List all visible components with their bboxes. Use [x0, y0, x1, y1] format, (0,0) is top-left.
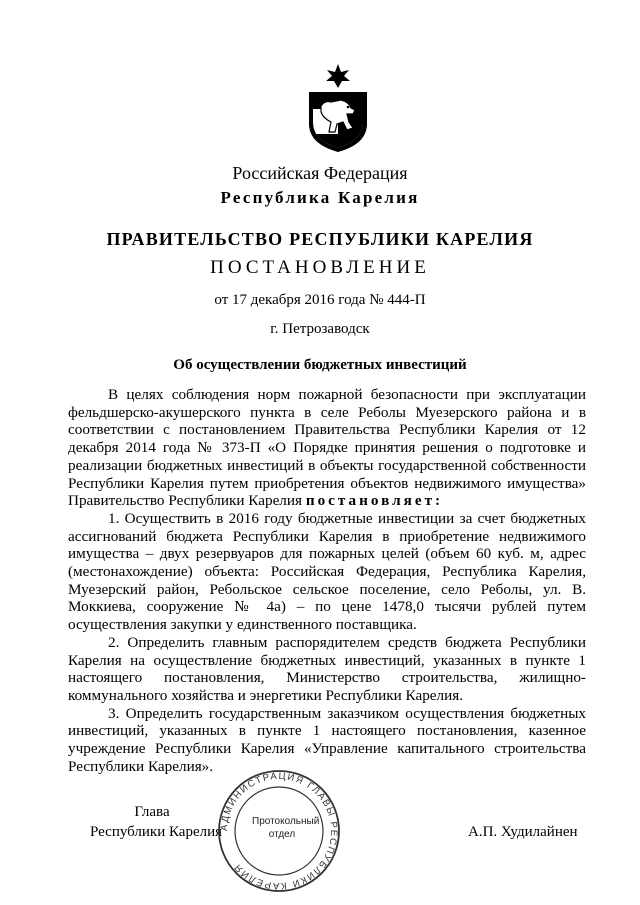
republic-name: Республика Карелия [220, 188, 420, 207]
document-city: г. Петрозаводск [270, 321, 370, 337]
country-name: Российская Федерация [232, 163, 408, 183]
signatory-position-line2: Республики Карелия [90, 824, 223, 840]
document-type: ПОСТАНОВЛЕНИЕ [210, 257, 430, 278]
signatory-position-line1: Глава [134, 804, 170, 820]
preamble-paragraph [68, 386, 586, 510]
official-stamp [216, 768, 342, 894]
document-title: Об осуществлении бюджетных инвестиций [173, 357, 467, 373]
stamp-center-line1: Протокольный [252, 816, 320, 827]
resolves-word: постановляет: [305, 492, 444, 510]
government-name: ПРАВИТЕЛЬСТВО РЕСПУБЛИКИ КАРЕЛИЯ [106, 229, 534, 249]
item-2-paragraph: 2. Определить главным распорядителем средств бюджета Республики Карелия на осуществление бюджетных инвестиций, указанных в пункте 1 настоящего постановления, Министерство строительства, жилищно-коммунального хозяйства и энергетики Республики Карелия. [68, 633, 586, 704]
coat-of-arms-emblem [297, 62, 379, 154]
document-date-number: от 17 декабря 2016 года № 444-П [214, 292, 426, 308]
item-3-paragraph: 3. Определить государственным заказчиком осуществления бюджетных инвестиций, указанных в пункте 1 настоящего постановления, казенное учреждение Республики Карелия «Управление капитального строительства Республики Карелия». [68, 704, 586, 775]
stamp-center-text [252, 815, 320, 841]
signatory-name: А.П. Худилайнен [468, 824, 578, 840]
stamp-ring-text: АДМИНИСТРАЦИЯ ГЛАВЫ РЕСПУБЛИКИ КАРЕЛИЯ [218, 770, 340, 892]
preamble-text: В целях соблюдения норм пожарной безопасности при эксплуатации фельдшерско-акушерского пункта в селе Реболы Муезерского района и в соответствии с постановлением Правительства Республики Карелия от 12 декабря 2014 года № 373-П «О Порядке принятия решения о подготовке и реализации бюджетных инвестиций в объекты государственной собственности Республики Карелия путем приобретения объектов недвижимого имущества» Правительство Республики Карелия [68, 386, 586, 510]
stamp-center-line2: отдел [268, 829, 296, 840]
item-1-paragraph: 1. Осуществить в 2016 году бюджетные инвестиции за счет бюджетных ассигнований бюджета Республики Карелия в приобретение недвижимого имущества – двух резервуаров для пожарных целей (объем 60 куб. м, адрес (местонахождение) объекта: Российская Федерация, Республика Карелия, Муезерский район, Ребольское сельское поселение, село Реболы, ул. В. Моккиева, сооружение № 4а) – по цене 1478,0 тысячи рублей путем осуществления закупки у единственного поставщика. [68, 509, 586, 634]
document-body [68, 386, 586, 775]
